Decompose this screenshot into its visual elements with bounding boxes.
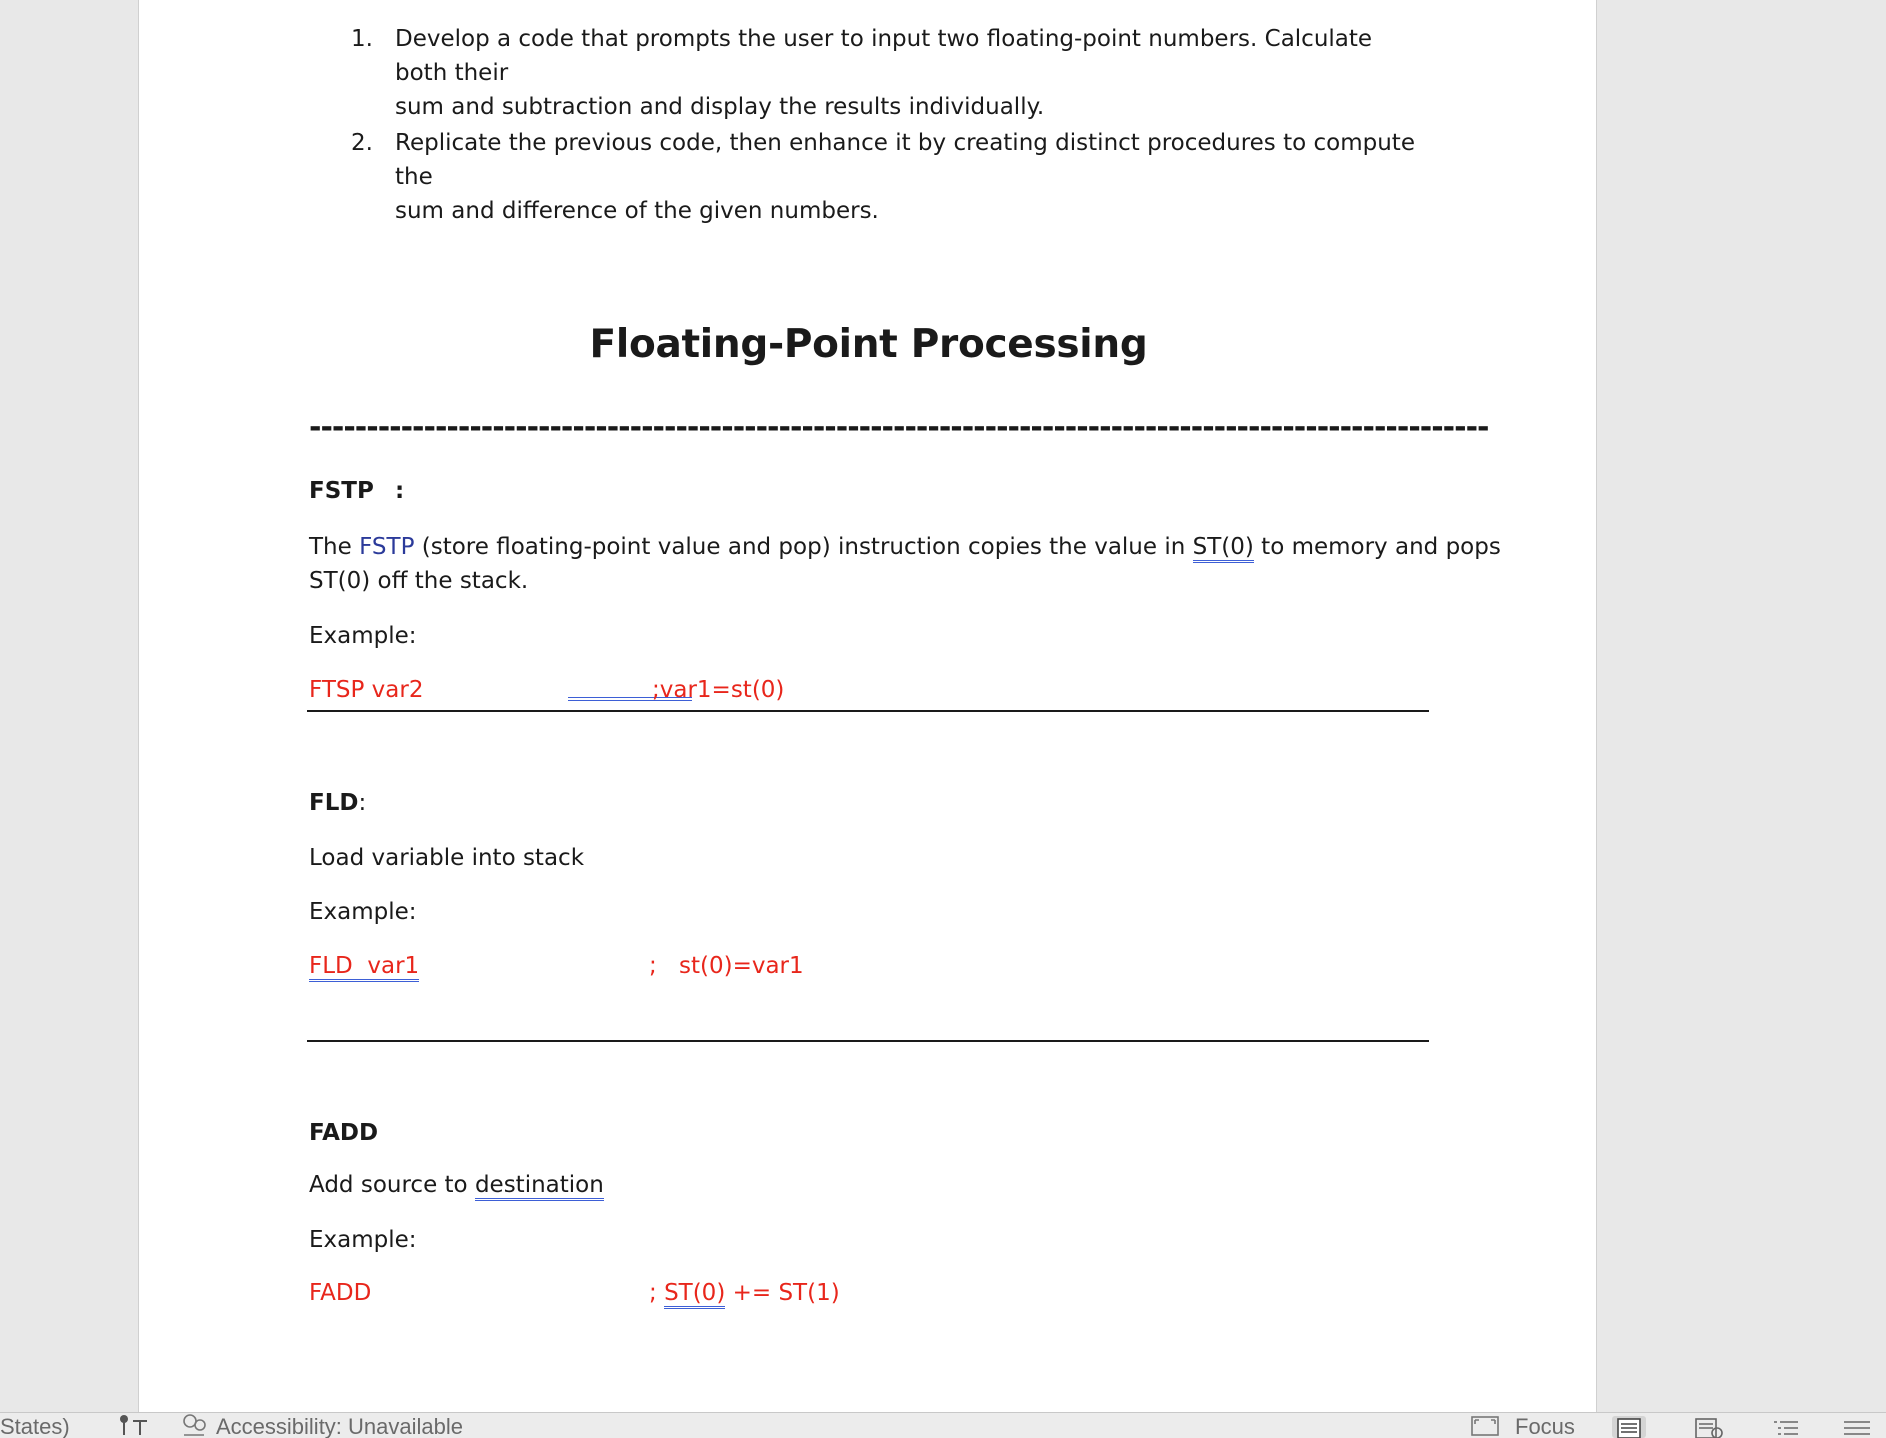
print-layout-view-icon[interactable] xyxy=(1612,1416,1646,1438)
web-layout-view-icon[interactable] xyxy=(1692,1416,1726,1438)
fld-comment: st(0)=var1 xyxy=(679,953,804,979)
fstp-example-label: Example: xyxy=(309,623,417,649)
accessibility-status[interactable]: Accessibility: Unavailable xyxy=(216,1414,463,1438)
list-item-2-line2: sum and difference of the given numbers. xyxy=(395,198,879,224)
list-item-2 xyxy=(395,126,1425,228)
focus-icon[interactable] xyxy=(1470,1415,1500,1438)
fld-example-label: Example: xyxy=(309,899,417,925)
fadd-desc-word: destination xyxy=(475,1172,604,1201)
list-item-1 xyxy=(395,22,1425,124)
fld-description: Load variable into stack xyxy=(309,845,585,871)
fadd-description xyxy=(309,1172,604,1198)
fld-colon: : xyxy=(358,790,367,816)
fld-heading: FLD xyxy=(309,790,359,816)
dashed-separator: ------------------------------------------------------------------------------------------------------- xyxy=(309,410,1489,440)
fstp-desc-suffix: to memory and pops xyxy=(1253,534,1501,560)
fadd-comment-semicolon: ; xyxy=(649,1280,665,1306)
fld-code: FLD var1 xyxy=(309,953,419,982)
focus-button[interactable]: Focus xyxy=(1515,1414,1575,1438)
fstp-code: FTSP var2 xyxy=(309,677,424,703)
list-item-2-line1: Replicate the previous code, then enhance it by creating distinct procedures to compute the xyxy=(395,130,1415,190)
draft-view-icon[interactable] xyxy=(1840,1416,1874,1438)
fstp-description-line2: ST(0) off the stack. xyxy=(309,568,529,594)
fld-heading-line xyxy=(309,790,366,816)
fadd-example-label: Example: xyxy=(309,1227,417,1253)
list-item-1-line2: sum and subtraction and display the results individually. xyxy=(395,94,1045,120)
text-predictions-icon[interactable] xyxy=(117,1413,149,1438)
status-bar xyxy=(0,1412,1886,1438)
accessibility-icon[interactable] xyxy=(180,1413,208,1438)
fstp-description xyxy=(309,534,1501,560)
fadd-desc-prefix: Add source to xyxy=(309,1172,475,1198)
list-number-1: 1. xyxy=(351,26,373,52)
document-page[interactable] xyxy=(138,0,1597,1412)
fstp-desc-mid: (store floating-point value and pop) instruction copies the value in xyxy=(414,534,1193,560)
fstp-comment: ;var1=st(0) xyxy=(652,677,785,703)
fadd-comment-st0: ST(0) xyxy=(664,1280,725,1309)
horizontal-rule xyxy=(307,710,1429,712)
section-title: Floating-Point Processing xyxy=(589,322,1148,367)
fadd-heading: FADD xyxy=(309,1120,379,1146)
fadd-code: FADD xyxy=(309,1280,372,1306)
fstp-colon: : xyxy=(395,478,405,504)
fstp-desc-st0: ST(0) xyxy=(1193,534,1254,563)
horizontal-rule xyxy=(307,1040,1429,1042)
fadd-comment xyxy=(649,1280,840,1306)
fstp-desc-keyword: FSTP xyxy=(359,534,415,560)
fstp-desc-prefix: The xyxy=(309,534,360,560)
list-item-1-line1: Develop a code that prompts the user to input two floating-point numbers. Calculate both their xyxy=(395,26,1373,86)
fld-comment-semicolon: ; xyxy=(649,953,657,979)
outline-view-icon[interactable] xyxy=(1770,1416,1804,1438)
fadd-comment-rest: += ST(1) xyxy=(725,1280,840,1306)
list-number-2: 2. xyxy=(351,130,373,156)
fstp-heading: FSTP xyxy=(309,478,374,504)
status-language[interactable]: States) xyxy=(0,1414,70,1438)
